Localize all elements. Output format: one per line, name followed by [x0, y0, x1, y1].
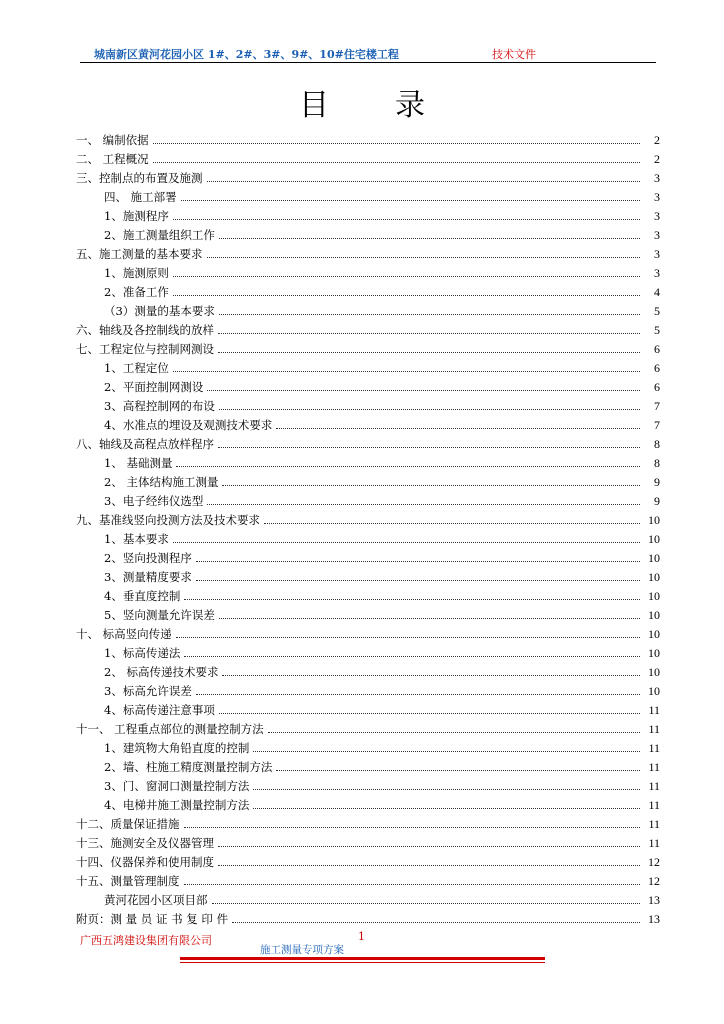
toc-entry-page: 12 — [648, 855, 660, 869]
toc-entry[interactable] — [76, 261, 660, 280]
toc-leader-dots — [184, 827, 641, 828]
toc-leader-dots — [222, 485, 640, 486]
toc-entry-page: 11 — [648, 722, 660, 736]
toc-leader-dots — [173, 295, 640, 296]
toc-leader-dots — [207, 504, 640, 505]
toc-entry-page: 3 — [654, 209, 660, 223]
toc-entry-page: 5 — [654, 304, 660, 318]
toc-entry[interactable] — [76, 223, 660, 242]
toc-leader-dots — [176, 466, 640, 467]
toc-entry-text: 附页：测 量 员 证 书 复 印 件 — [76, 912, 229, 926]
toc-entry[interactable] — [76, 527, 660, 546]
toc-entry-text: 十五、测量管理制度 — [76, 874, 180, 888]
toc-entry-page: 11 — [648, 703, 660, 717]
toc-leader-dots — [253, 789, 640, 790]
toc-entry-page: 11 — [648, 798, 660, 812]
toc-entry[interactable] — [76, 641, 660, 660]
toc-entry-text: 3、电子经纬仪选型 — [104, 494, 204, 508]
toc-entry-page: 9 — [654, 494, 660, 508]
toc-leader-dots — [268, 732, 640, 733]
footer-divider-thin — [180, 962, 545, 963]
toc-entry[interactable] — [76, 679, 660, 698]
toc-entry[interactable] — [76, 204, 660, 223]
toc-leader-dots — [264, 523, 640, 524]
toc-entry-text: 八、轴线及高程点放样程序 — [76, 437, 214, 451]
toc-entry[interactable] — [76, 280, 660, 299]
toc-entry-text: 3、测量精度要求 — [104, 570, 192, 584]
toc-entry[interactable] — [76, 299, 660, 318]
toc-entry[interactable] — [76, 584, 660, 603]
toc-leader-dots — [153, 143, 640, 144]
toc-entry-text: 二、 工程概况 — [76, 152, 149, 166]
toc-leader-dots — [196, 580, 640, 581]
toc-leader-dots — [173, 219, 640, 220]
toc-entry-text: 4、标高传递注意事项 — [104, 703, 215, 717]
toc-leader-dots — [181, 200, 640, 201]
toc-entry[interactable] — [76, 489, 660, 508]
toc-leader-dots — [219, 409, 640, 410]
toc-leader-dots — [218, 865, 640, 866]
toc-leader-dots — [207, 181, 641, 182]
toc-entry-page: 12 — [648, 874, 660, 888]
toc-entry[interactable] — [76, 736, 660, 755]
toc-leader-dots — [196, 561, 640, 562]
toc-leader-dots — [176, 637, 640, 638]
toc-entry[interactable] — [76, 166, 660, 185]
toc-leader-dots — [173, 276, 640, 277]
toc-entry-page: 13 — [648, 893, 660, 907]
toc-entry-text: 3、标高允许误差 — [104, 684, 192, 698]
toc-entry-page: 11 — [648, 760, 660, 774]
toc-entry-page: 10 — [648, 665, 660, 679]
toc-entry-text: 4、电梯井施工测量控制方法 — [104, 798, 250, 812]
toc-entry-page: 10 — [648, 532, 660, 546]
toc-entry-page: 10 — [648, 551, 660, 565]
toc-entry-page: 8 — [654, 437, 660, 451]
footer-page-number: 1 — [358, 930, 365, 943]
toc-entry-text: 六、轴线及各控制线的放样 — [76, 323, 214, 337]
toc-entry[interactable] — [76, 717, 660, 736]
toc-entry[interactable] — [76, 432, 660, 451]
toc-entry[interactable] — [76, 622, 660, 641]
toc-entry[interactable] — [76, 508, 660, 527]
toc-leader-dots — [276, 770, 640, 771]
footer-subtitle: 施工测量专项方案 — [260, 944, 344, 956]
toc-leader-dots — [218, 447, 640, 448]
toc-entry[interactable] — [76, 470, 660, 489]
toc-leader-dots — [218, 333, 640, 334]
toc-entry-text: 十、 标高竖向传递 — [76, 627, 172, 641]
toc-entry-page: 11 — [648, 836, 660, 850]
toc-entry-page: 7 — [654, 418, 660, 432]
toc-entry[interactable] — [76, 698, 660, 717]
footer-company: 广西五鸿建设集团有限公司 — [80, 934, 212, 947]
toc-leader-dots — [184, 884, 641, 885]
toc-leader-dots — [253, 808, 640, 809]
toc-entry[interactable] — [76, 603, 660, 622]
toc-leader-dots — [276, 428, 640, 429]
toc-entry[interactable] — [76, 774, 660, 793]
toc-entry-text: 1、标高传递法 — [104, 646, 181, 660]
toc-entry-text: 2、准备工作 — [104, 285, 169, 299]
toc-entry-text: 3、门、窗洞口测量控制方法 — [104, 779, 250, 793]
toc-entry[interactable] — [76, 660, 660, 679]
toc-entry-text: 2、墙、柱施工精度测量控制方法 — [104, 760, 273, 774]
toc-leader-dots — [219, 238, 640, 239]
toc-leader-dots — [219, 618, 640, 619]
toc-entry-page: 6 — [654, 361, 660, 375]
toc-leader-dots — [253, 751, 640, 752]
toc-entry-page: 11 — [648, 817, 660, 831]
toc-entry[interactable] — [76, 356, 660, 375]
toc-entry-page: 11 — [648, 741, 660, 755]
toc-entry-text: 四、 施工部署 — [104, 190, 177, 204]
toc-entry[interactable] — [76, 546, 660, 565]
toc-entry-page: 10 — [648, 646, 660, 660]
toc-entry-text: 十一、 工程重点部位的测量控制方法 — [76, 722, 264, 736]
toc-entry-page: 10 — [648, 684, 660, 698]
toc-entry-page: 10 — [648, 589, 660, 603]
toc-leader-dots — [207, 390, 640, 391]
toc-entry[interactable] — [76, 831, 660, 850]
toc-entry[interactable] — [76, 850, 660, 869]
toc-entry-page: 11 — [648, 779, 660, 793]
toc-entry[interactable] — [76, 337, 660, 356]
page-header — [80, 44, 656, 63]
toc-leader-dots — [222, 675, 640, 676]
toc-entry-text: 1、施测程序 — [104, 209, 169, 223]
toc-leader-dots — [184, 599, 640, 600]
toc-entry-page: 10 — [648, 513, 660, 527]
toc-entry-page: 3 — [654, 171, 660, 185]
toc-entry[interactable] — [76, 869, 660, 888]
toc-entry-text: 5、竖向测量允许误差 — [104, 608, 215, 622]
toc-entry-text: 2、 主体结构施工测量 — [104, 475, 219, 489]
toc-entry[interactable] — [76, 451, 660, 470]
toc-leader-dots — [219, 314, 640, 315]
toc-entry-text: 三、控制点的布置及施测 — [76, 171, 203, 185]
toc-entry-page: 5 — [654, 323, 660, 337]
toc-entry-page: 3 — [654, 228, 660, 242]
toc-entry-text: 2、 标高传递技术要求 — [104, 665, 219, 679]
toc-entry-text: （3）测量的基本要求 — [104, 304, 215, 318]
toc-entry-page: 10 — [648, 608, 660, 622]
toc-entry-page: 6 — [654, 342, 660, 356]
toc-leader-dots — [218, 846, 640, 847]
toc-entry[interactable] — [76, 318, 660, 337]
toc-leader-dots — [153, 162, 640, 163]
toc-entry-page: 10 — [648, 570, 660, 584]
toc-entry-text: 1、工程定位 — [104, 361, 169, 375]
toc-entry-text: 九、基准线竖向投测方法及技术要求 — [76, 513, 260, 527]
toc-entry[interactable] — [76, 394, 660, 413]
toc-entry[interactable] — [76, 755, 660, 774]
toc-entry[interactable] — [76, 413, 660, 432]
toc-entry-text: 3、高程控制网的布设 — [104, 399, 215, 413]
toc-entry-page: 3 — [654, 190, 660, 204]
toc-leader-dots — [212, 903, 641, 904]
toc-leader-dots — [173, 542, 640, 543]
toc-leader-dots — [218, 352, 640, 353]
toc-entry-text: 1、 基础测量 — [104, 456, 173, 470]
toc-leader-dots — [196, 694, 640, 695]
toc-entry-text: 2、施工测量组织工作 — [104, 228, 215, 242]
toc-entry[interactable] — [76, 375, 660, 394]
toc-leader-dots — [173, 371, 640, 372]
toc-entry[interactable] — [76, 242, 660, 261]
toc-entry-text: 2、竖向投测程序 — [104, 551, 192, 565]
toc-leader-dots — [219, 713, 640, 714]
toc-entry-text: 1、建筑物大角铅直度的控制 — [104, 741, 250, 755]
toc-entry-text: 一、 编制依据 — [76, 133, 149, 147]
footer-divider — [180, 957, 545, 960]
toc-entry-text: 黄河花园小区项目部 — [104, 893, 208, 907]
table-of-contents — [76, 128, 660, 926]
toc-entry-text: 2、平面控制网测设 — [104, 380, 204, 394]
toc-entry-text: 五、施工测量的基本要求 — [76, 247, 203, 261]
toc-entry[interactable] — [76, 185, 660, 204]
toc-entry-page: 3 — [654, 266, 660, 280]
toc-entry-text: 4、水准点的埋设及观测技术要求 — [104, 418, 273, 432]
toc-entry-text: 1、施测原则 — [104, 266, 169, 280]
toc-entry-text: 1、基本要求 — [104, 532, 169, 546]
toc-entry-text: 十二、质量保证措施 — [76, 817, 180, 831]
toc-entry-page: 6 — [654, 380, 660, 394]
toc-entry-page: 8 — [654, 456, 660, 470]
toc-entry[interactable] — [76, 907, 660, 926]
toc-entry-text: 七、工程定位与控制网测设 — [76, 342, 214, 356]
toc-entry[interactable] — [76, 793, 660, 812]
toc-entry-text: 十三、施测安全及仪器管理 — [76, 836, 214, 850]
toc-leader-dots — [207, 257, 641, 258]
header-project-title: 城南新区黄河花园小区 1#、2#、3#、9#、10#住宅楼工程 — [94, 48, 399, 61]
toc-leader-dots — [232, 922, 640, 923]
toc-entry[interactable] — [76, 128, 660, 147]
toc-entry-text: 十四、仪器保养和使用制度 — [76, 855, 214, 869]
toc-entry-text: 4、垂直度控制 — [104, 589, 181, 603]
toc-entry[interactable] — [76, 565, 660, 584]
toc-leader-dots — [184, 656, 640, 657]
header-doc-type: 技术文件 — [492, 48, 536, 61]
toc-entry-page: 2 — [654, 152, 660, 166]
toc-entry-page: 7 — [654, 399, 660, 413]
page-title: 目录 — [299, 88, 491, 123]
toc-entry[interactable] — [76, 147, 660, 166]
toc-entry-page: 13 — [648, 912, 660, 926]
toc-entry-page: 2 — [654, 133, 660, 147]
toc-entry-page: 4 — [654, 285, 660, 299]
toc-entry-page: 9 — [654, 475, 660, 489]
toc-entry-page: 10 — [648, 627, 660, 641]
toc-entry[interactable] — [76, 812, 660, 831]
toc-entry[interactable] — [76, 888, 660, 907]
toc-entry-page: 3 — [654, 247, 660, 261]
